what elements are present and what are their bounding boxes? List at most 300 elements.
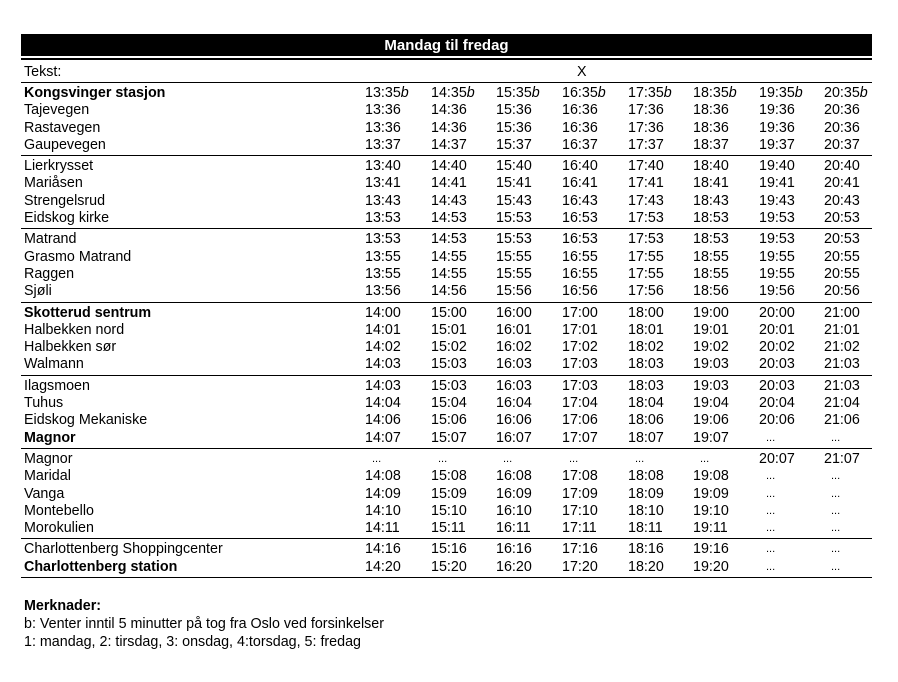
time-value: ...	[831, 470, 841, 483]
departure-time	[562, 249, 598, 266]
time-value: 20:37	[824, 136, 860, 153]
departure-time	[365, 137, 401, 154]
time-value: 15:41	[496, 175, 532, 192]
time-value: 15:03	[431, 356, 467, 373]
time-value: 15:55	[496, 265, 532, 282]
departure-time	[562, 322, 598, 339]
note-line: b: Venter inntil 5 minutter på tog fra Oslo ved forsinkelser	[24, 616, 384, 632]
departure-time	[365, 486, 401, 503]
time-value: 17:55	[628, 248, 664, 265]
departure-time	[759, 305, 795, 322]
stop-group	[21, 449, 872, 539]
table-row	[21, 193, 872, 210]
departure-time	[628, 193, 664, 210]
table-row	[21, 503, 872, 520]
time-value: 17:16	[562, 541, 598, 558]
time-value: 14:03	[365, 356, 401, 373]
time-value: 19:06	[693, 412, 729, 429]
time-value: 16:11	[496, 520, 531, 537]
departure-time	[431, 339, 467, 356]
departure-time	[824, 378, 860, 395]
departure-time	[693, 85, 737, 102]
time-value: 18:40	[693, 158, 729, 175]
time-value: 14:11	[365, 520, 400, 537]
time-value: 20:02	[759, 339, 795, 356]
table-row	[21, 210, 872, 227]
table-row	[21, 137, 872, 154]
time-value: 18:53	[693, 210, 729, 227]
time-value: 19:56	[759, 283, 795, 300]
time-value: 17:09	[562, 485, 598, 502]
departure-time	[431, 451, 447, 468]
time-value: 13:37	[365, 136, 401, 153]
table-row	[21, 249, 872, 266]
departure-time	[693, 231, 729, 248]
time-value: 14:20	[365, 558, 401, 575]
departure-time	[496, 283, 532, 300]
time-value: ...	[831, 431, 841, 444]
departure-time	[496, 541, 532, 558]
time-value: 14:53	[431, 231, 467, 248]
departure-time	[628, 120, 664, 137]
departure-time	[496, 249, 532, 266]
table-row	[21, 322, 872, 339]
departure-time	[431, 412, 467, 429]
footnote-marker: b	[466, 85, 475, 101]
time-value: ...	[372, 452, 382, 465]
departure-time	[365, 158, 401, 175]
tekst-marker: X	[577, 64, 587, 80]
departure-time	[496, 193, 532, 210]
stop-name: Walmann	[24, 356, 84, 373]
time-value: 16:01	[496, 321, 532, 338]
time-value: 14:36	[431, 102, 467, 119]
departure-time	[628, 356, 664, 373]
time-value: 21:03	[824, 377, 860, 394]
time-value: 20:36	[824, 119, 860, 136]
departure-time	[628, 175, 664, 192]
footnote-marker: b	[531, 85, 540, 101]
departure-time	[824, 283, 860, 300]
departure-time	[759, 339, 795, 356]
departure-time	[365, 378, 401, 395]
departure-time	[759, 322, 795, 339]
departure-time	[693, 249, 729, 266]
time-value: 20:53	[824, 231, 860, 248]
departure-time	[628, 210, 664, 227]
departure-time	[628, 85, 672, 102]
time-value: 15:36	[496, 102, 532, 119]
time-value: 15:10	[431, 502, 467, 519]
time-value: 15:53	[496, 231, 532, 248]
departure-time	[824, 249, 860, 266]
departure-time	[824, 120, 860, 137]
time-value: 18:09	[628, 485, 664, 502]
time-value: 20:53	[824, 210, 860, 227]
departure-time	[562, 339, 598, 356]
departure-time	[693, 503, 729, 520]
departure-time	[365, 266, 401, 283]
stop-group	[21, 376, 872, 449]
time-value: 15:53	[496, 210, 532, 227]
departure-time	[431, 559, 467, 576]
departure-time	[496, 356, 532, 373]
departure-time	[693, 283, 729, 300]
departure-time	[759, 430, 775, 447]
departure-time	[628, 468, 664, 485]
departure-time	[562, 468, 598, 485]
departure-time	[693, 210, 729, 227]
stop-name: Halbekken nord	[24, 321, 125, 338]
time-value: 13:35	[365, 85, 401, 101]
time-value: 16:55	[562, 265, 598, 282]
time-value: 21:06	[824, 412, 860, 429]
time-value: 16:09	[496, 485, 532, 502]
departure-time	[824, 305, 860, 322]
departure-time	[693, 102, 729, 119]
departure-time	[759, 231, 795, 248]
departure-time	[365, 249, 401, 266]
time-value: 19:20	[693, 558, 729, 575]
departure-time	[496, 339, 532, 356]
time-value: 13:55	[365, 248, 401, 265]
time-value: 16:43	[562, 192, 598, 209]
time-value: ...	[831, 487, 841, 500]
time-value: ...	[831, 543, 841, 556]
table-row	[21, 283, 872, 300]
time-value: 21:03	[824, 356, 860, 373]
departure-time	[365, 120, 401, 137]
time-value: 15:36	[496, 119, 532, 136]
departure-time	[693, 541, 729, 558]
departure-time	[496, 120, 532, 137]
departure-time	[365, 175, 401, 192]
footnote-marker: b	[728, 85, 737, 101]
stop-name: Charlottenberg station	[24, 558, 178, 575]
footnote-marker: b	[794, 85, 803, 101]
time-value: 20:36	[824, 102, 860, 119]
time-value: 13:41	[365, 175, 401, 192]
time-value: 14:53	[431, 210, 467, 227]
time-value: 14:09	[365, 485, 401, 502]
time-value: 15:43	[496, 192, 532, 209]
time-value: 20:03	[759, 356, 795, 373]
time-value: 19:36	[759, 119, 795, 136]
departure-time	[431, 541, 467, 558]
departure-time	[365, 451, 381, 468]
stop-groups	[21, 83, 872, 578]
time-value: 15:55	[496, 248, 532, 265]
departure-time	[628, 102, 664, 119]
departure-time	[562, 486, 598, 503]
time-value: 20:07	[759, 450, 795, 467]
departure-time	[628, 305, 664, 322]
time-value: 17:00	[562, 304, 598, 321]
time-value: 15:08	[431, 468, 467, 485]
departure-time	[365, 412, 401, 429]
time-value: 13:53	[365, 231, 401, 248]
departure-time	[496, 468, 532, 485]
time-value: 20:55	[824, 265, 860, 282]
time-value: 19:40	[759, 158, 795, 175]
time-value: 17:04	[562, 395, 598, 412]
departure-time	[562, 305, 598, 322]
stop-name: Skotterud sentrum	[24, 304, 152, 321]
table-row	[21, 266, 872, 283]
departure-time	[365, 210, 401, 227]
time-value: 15:04	[431, 395, 467, 412]
time-value: 18:37	[693, 136, 729, 153]
time-value: 20:55	[824, 248, 860, 265]
time-value: 14:04	[365, 395, 401, 412]
departure-time	[562, 210, 598, 227]
stop-group	[21, 539, 872, 578]
departure-time	[562, 412, 598, 429]
departure-time	[824, 559, 840, 576]
departure-time	[759, 468, 775, 485]
time-value: 16:02	[496, 339, 532, 356]
departure-time	[365, 322, 401, 339]
time-value: 20:03	[759, 377, 795, 394]
stop-name: Sjøli	[24, 283, 52, 300]
time-value: 18:36	[693, 119, 729, 136]
time-value: 15:09	[431, 485, 467, 502]
departure-time	[824, 395, 860, 412]
departure-time	[628, 283, 664, 300]
time-value: 19:35	[759, 85, 795, 101]
time-value: 19:11	[693, 520, 728, 537]
departure-time	[824, 102, 860, 119]
departure-time	[824, 412, 860, 429]
time-value: 16:40	[562, 158, 598, 175]
departure-time	[628, 395, 664, 412]
stop-name: Kongsvinger stasjon	[24, 85, 166, 101]
departure-time	[693, 559, 729, 576]
time-value: 16:03	[496, 377, 532, 394]
departure-time	[365, 520, 400, 537]
departure-time	[431, 193, 467, 210]
departure-time	[562, 85, 606, 102]
time-value: 21:07	[824, 450, 860, 467]
departure-time	[759, 85, 803, 102]
time-value: 14:37	[431, 136, 467, 153]
time-value: 16:36	[562, 119, 598, 136]
time-value: 19:00	[693, 304, 729, 321]
departure-time	[496, 210, 532, 227]
time-value: 19:36	[759, 102, 795, 119]
note-line: 1: mandag, 2: tirsdag, 3: onsdag, 4:torsdag, 5: fredag	[24, 634, 361, 650]
table-row	[21, 451, 872, 468]
departure-time	[496, 231, 532, 248]
departure-time	[824, 193, 860, 210]
time-value: 15:03	[431, 377, 467, 394]
departure-time	[562, 451, 578, 468]
departure-time	[693, 451, 709, 468]
departure-time	[562, 430, 598, 447]
departure-time	[693, 137, 729, 154]
departure-time	[562, 266, 598, 283]
departure-time	[759, 541, 775, 558]
departure-time	[759, 559, 775, 576]
time-value: 19:03	[693, 377, 729, 394]
time-value: 13:40	[365, 158, 401, 175]
departure-time	[693, 468, 729, 485]
time-value: 20:00	[759, 304, 795, 321]
departure-time	[628, 339, 664, 356]
time-value: 20:35	[824, 85, 860, 101]
departure-time	[693, 322, 729, 339]
time-value: 18:35	[693, 85, 729, 101]
time-value: 14:06	[365, 412, 401, 429]
departure-time	[693, 430, 729, 447]
time-value: 16:00	[496, 304, 532, 321]
departure-time	[693, 175, 729, 192]
time-value: 16:04	[496, 395, 532, 412]
departure-time	[628, 249, 664, 266]
time-value: 13:36	[365, 102, 401, 119]
departure-time	[628, 451, 644, 468]
departure-time	[693, 520, 728, 537]
footnote-marker: b	[663, 85, 672, 101]
time-value: 18:01	[628, 321, 664, 338]
time-value: 16:03	[496, 356, 532, 373]
time-value: 18:41	[693, 175, 729, 192]
departure-time	[496, 305, 532, 322]
time-value: 20:40	[824, 158, 860, 175]
departure-time	[365, 468, 401, 485]
departure-time	[431, 231, 467, 248]
departure-time	[693, 486, 729, 503]
time-value: 20:06	[759, 412, 795, 429]
departure-time	[628, 520, 663, 537]
time-value: 20:04	[759, 395, 795, 412]
time-value: 21:02	[824, 339, 860, 356]
departure-time	[759, 193, 795, 210]
departure-time	[496, 85, 540, 102]
time-value: 17:10	[562, 502, 598, 519]
time-value: 18:00	[628, 304, 664, 321]
departure-time	[824, 175, 860, 192]
departure-time	[759, 395, 795, 412]
table-row	[21, 175, 872, 192]
departure-time	[431, 137, 467, 154]
time-value: 16:56	[562, 283, 598, 300]
time-value: 19:07	[693, 429, 729, 446]
departure-time	[759, 520, 775, 537]
departure-time	[431, 520, 466, 537]
time-value: 14:36	[431, 119, 467, 136]
departure-time	[496, 137, 532, 154]
time-value: 16:16	[496, 541, 532, 558]
time-value: 19:16	[693, 541, 729, 558]
departure-time	[365, 283, 401, 300]
time-value: ...	[831, 504, 841, 517]
departure-time	[824, 158, 860, 175]
time-value: 17:08	[562, 468, 598, 485]
departure-time	[365, 356, 401, 373]
departure-time	[431, 85, 475, 102]
departure-time	[759, 412, 795, 429]
table-row	[21, 356, 872, 373]
departure-time	[759, 266, 795, 283]
time-value: 18:06	[628, 412, 664, 429]
departure-time	[431, 210, 467, 227]
time-value: 18:20	[628, 558, 664, 575]
time-value: 15:07	[431, 429, 467, 446]
stop-name: Tuhus	[24, 395, 64, 412]
time-value: 15:11	[431, 520, 466, 537]
time-value: ...	[569, 452, 579, 465]
time-value: 19:43	[759, 192, 795, 209]
table-row	[21, 559, 872, 576]
departure-time	[365, 559, 401, 576]
departure-time	[759, 283, 795, 300]
departure-time	[759, 137, 795, 154]
time-value: 19:53	[759, 231, 795, 248]
time-value: 16:35	[562, 85, 598, 101]
time-value: 15:01	[431, 321, 467, 338]
departure-time	[562, 378, 598, 395]
departure-time	[628, 158, 664, 175]
stop-name: Tajevegen	[24, 102, 90, 119]
departure-time	[562, 102, 598, 119]
departure-time	[693, 193, 729, 210]
time-value: 17:53	[628, 210, 664, 227]
stop-name: Morokulien	[24, 520, 94, 537]
time-value: 15:00	[431, 304, 467, 321]
time-value: 15:35	[496, 85, 532, 101]
stop-group	[21, 83, 872, 156]
time-value: 14:43	[431, 192, 467, 209]
departure-time	[693, 395, 729, 412]
table-row	[21, 486, 872, 503]
time-value: 17:40	[628, 158, 664, 175]
time-value: 16:53	[562, 210, 598, 227]
timetable-title: Mandag til fredag	[21, 34, 872, 58]
time-value: 17:37	[628, 136, 664, 153]
departure-time	[496, 322, 532, 339]
time-value: 19:03	[693, 356, 729, 373]
departure-time	[496, 266, 532, 283]
time-value: 14:10	[365, 502, 401, 519]
departure-time	[431, 503, 467, 520]
time-value: 15:16	[431, 541, 467, 558]
departure-time	[431, 266, 467, 283]
tekst-label: Tekst:	[24, 64, 62, 80]
departure-time	[693, 266, 729, 283]
departure-time	[693, 158, 729, 175]
time-value: 18:07	[628, 429, 664, 446]
time-value: 21:04	[824, 395, 860, 412]
time-value: 15:40	[496, 158, 532, 175]
time-value: 19:41	[759, 175, 795, 192]
time-value: 13:55	[365, 265, 401, 282]
notes-heading: Merknader:	[24, 598, 102, 614]
time-value: ...	[766, 487, 776, 500]
departure-time	[431, 468, 467, 485]
departure-time	[824, 451, 860, 468]
departure-time	[759, 120, 795, 137]
stop-group	[21, 229, 872, 302]
time-value: 19:53	[759, 210, 795, 227]
departure-time	[431, 322, 467, 339]
time-value: 16:08	[496, 468, 532, 485]
notes	[24, 597, 384, 651]
time-value: 15:20	[431, 558, 467, 575]
time-value: 14:01	[365, 321, 401, 338]
table-row	[21, 85, 872, 102]
time-value: 13:43	[365, 192, 401, 209]
